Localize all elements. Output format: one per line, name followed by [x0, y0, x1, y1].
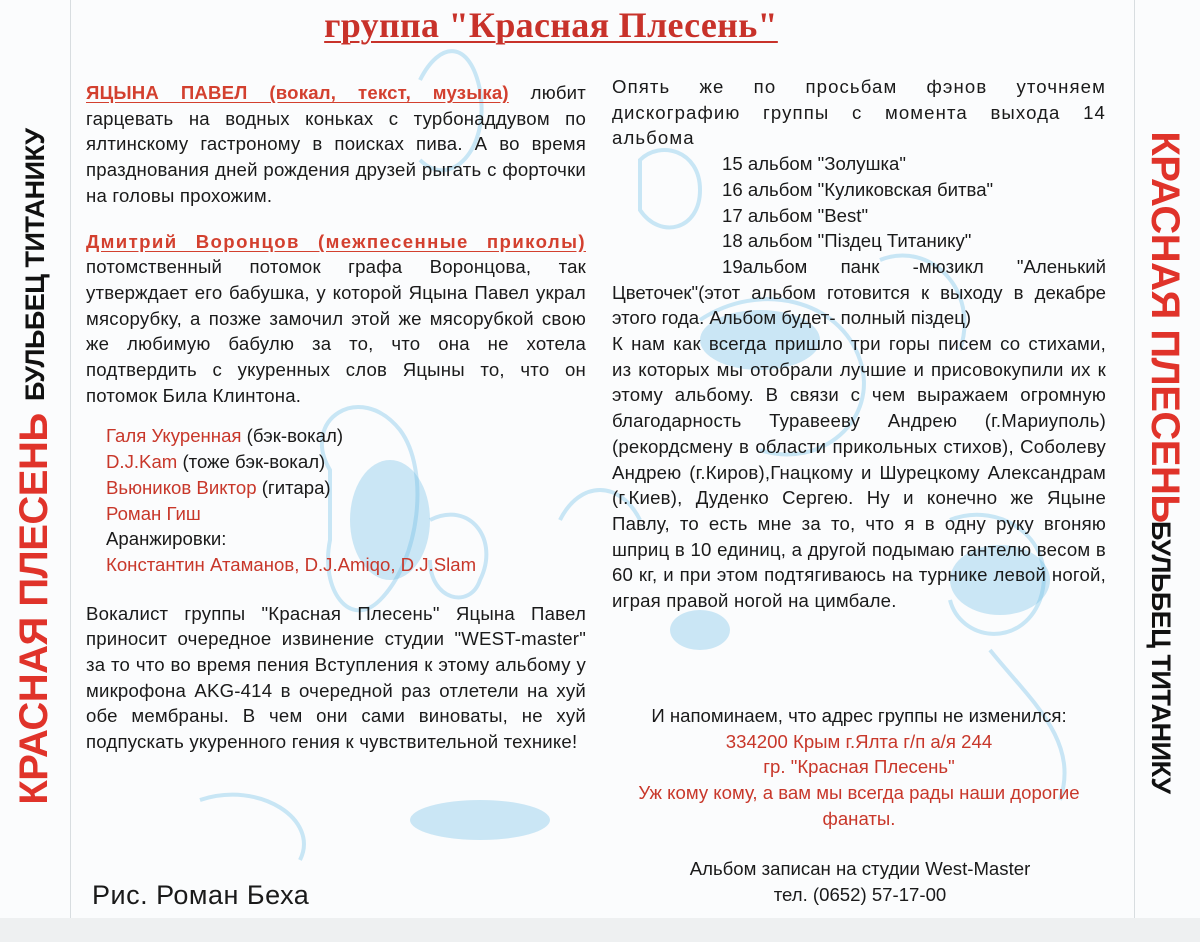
credit-name: Роман Гиш	[106, 502, 201, 524]
album-item: 18 альбом "Піздец Титанику"	[722, 230, 972, 252]
studio-phone: тел. (0652) 57-17-00	[773, 883, 947, 905]
member-dmitry-heading: Дмитрий Воронцов (межпесенные приколы)	[86, 230, 586, 252]
credit-role: (тоже бэк-вокал)	[182, 451, 326, 473]
studio-apology: Вокалист группы "Красная Плесень" Яцына Павел приносит очередное извинение студии "WEST-master" за то что во время пения Вступления к этому альбому у микрофона AKG-414 в очередной раз отлетели на хуй обе мембраны. В чем они сами виноваты, не хуй подпускать укуренного гения к чувствительной технике!	[86, 602, 586, 753]
spine-band-name-right: КРАСНАЯ ПЛЕСЕНЬ	[1143, 131, 1187, 523]
spine-album-title-right: БУЛЬБЕЦ ТИТАНИКУ	[1146, 521, 1176, 794]
album-item: 16 альбом "Куликовская битва"	[722, 178, 994, 200]
studio-name: Альбом записан на студии West-Master	[689, 858, 1031, 879]
discography-list	[612, 151, 1106, 331]
address-intro: И напоминаем, что адрес группы не изменился:	[651, 705, 1067, 726]
credit-row	[106, 423, 586, 449]
album-item-19: 19альбом панк -мюзикл "Аленький Цветочек"(этот альбом готовится к выходу в декабре этого года. Альбом будет- полный піздец)	[612, 255, 1106, 329]
credit-row	[106, 449, 586, 475]
member-dmitry-text: потомственный потомок графа Воронцова, так утверждает его бабушка, у которой Яцына Павел украл мясорубку, а позже замочил этой же мясорубкой свою же любимую бабулю за то, что она не хотела подтвердить с укуренных слов Яцыны то, что он потомок Била Клинтона.	[86, 256, 586, 406]
member-pavel-text: любит гарцевать на водных коньках с турбонаддувом по ялтинскому гастроному в поисках пива. А во время празднования дней рождения друзей рыгать с форточки на головы прохожим.	[86, 82, 586, 206]
address-recipient: гр. "Красная Плесень"	[763, 756, 955, 778]
address-line: 334200 Крым г.Ялта г/п а/я 244	[725, 730, 993, 752]
spine-album-title-left: БУЛЬБЕЦ ТИТАНИКУ	[20, 128, 50, 401]
artist-credit: Рис. Роман Беха	[92, 880, 310, 910]
member-dmitry-bio	[86, 229, 586, 409]
credit-name: Галя Укуренная	[106, 425, 242, 447]
arrangers-list: Константин Атаманов, D.J.Amiqo, D.J.Slam	[106, 553, 477, 575]
member-pavel-heading: ЯЦЫНА ПАВЕЛ (вокал, текст, музыка)	[86, 82, 509, 103]
album-item: 15 альбом "Золушка"	[722, 153, 906, 175]
credit-role: (бэк-вокал)	[246, 425, 344, 447]
credit-role: (гитара)	[261, 476, 331, 498]
address-block	[612, 703, 1106, 832]
album-item: 17 альбом "Best"	[722, 204, 869, 226]
page-title: группа "Красная Плесень"	[324, 5, 778, 45]
arrangements-label: Аранжировки:	[106, 528, 227, 550]
right-column	[612, 74, 1106, 614]
credit-row	[106, 501, 586, 527]
left-column	[86, 80, 586, 755]
letters-thanks: К нам как всегда пришло три горы писем со стихами, из которых мы отобрали лучшие и присовокупили их к этому альбому. В связи с чем выражаем огромную благодарность Туравееву Андрею (г.Мариуполь) (рекордсмену в области прикольных стихов), Соболеву Андрею (г.Киров),Гнацкому и Шурецкому Александрам (г.Киев), Дуденко Сергею. Ну и конечно же Яцыне Павлу, то есть мне за то, что я в одну руку вгоняю шприц в 10 единиц, а другой подымаю гантелю весом в 60 кг, и при этом подтягиваюсь на турнике левой ногой, играя правой ногой на цимбале.	[612, 333, 1106, 612]
credit-row	[106, 475, 586, 501]
member-pavel-bio	[86, 80, 586, 209]
discography-intro: Опять же по просьбам фэнов уточняем дискографию группы с момента выхода 14 альбома	[612, 76, 1106, 149]
spine-band-name-left: КРАСНАЯ ПЛЕСЕНЬ	[12, 413, 56, 805]
fans-greeting: Уж кому кому, а вам мы всегда рады наши дорогие фанаты.	[638, 782, 1080, 829]
credit-name: Вьюников Виктор	[106, 476, 257, 498]
credits-list	[106, 423, 586, 577]
studio-info	[640, 856, 1080, 907]
credit-name: D.J.Kam	[106, 451, 178, 473]
